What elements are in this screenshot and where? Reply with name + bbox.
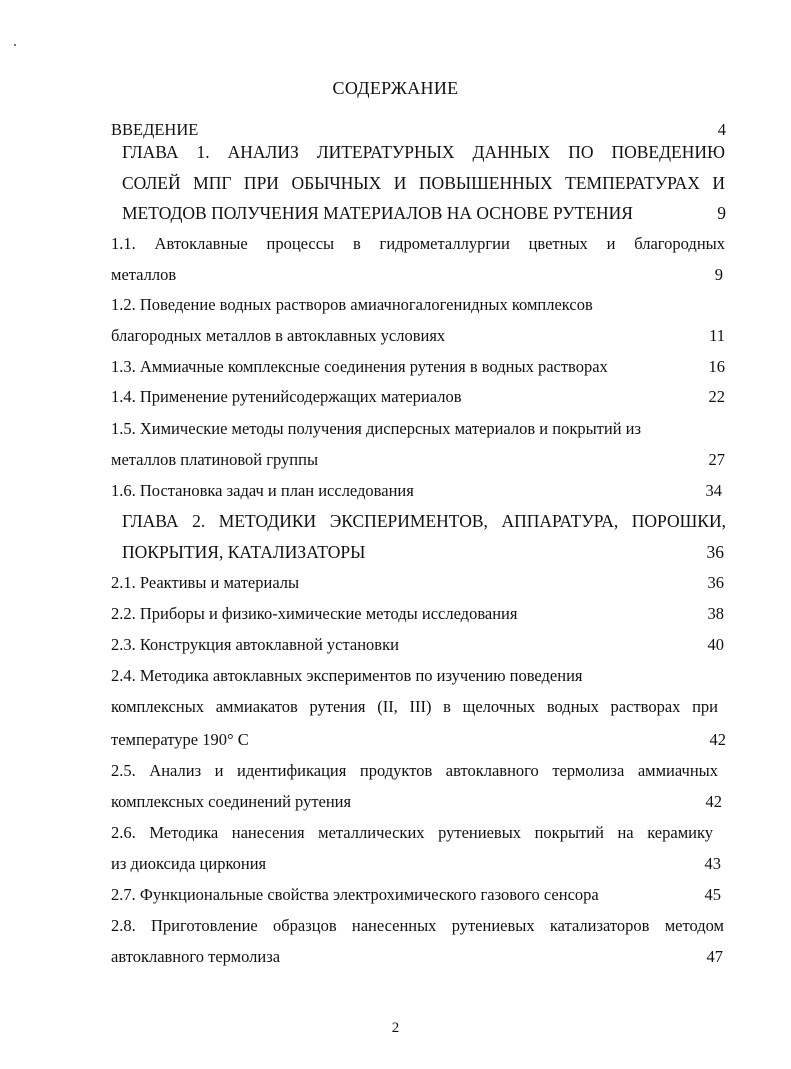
toc-entry-text: ВВЕДЕНИЕ: [111, 120, 199, 139]
page-number: 2: [391, 1020, 400, 1036]
toc-entry-page: 34: [705, 481, 722, 500]
toc-entry-page: 42: [705, 792, 722, 811]
toc-entry-line: 2.6. Методика нанесения металлических рутениевых покрытий на керамику: [111, 823, 713, 842]
toc-entry-page: 40: [707, 635, 724, 654]
toc-entry-text: 2.7. Функциональные свойства электрохимического газового сенсора: [111, 885, 599, 904]
toc-entry-page: 45: [704, 885, 721, 904]
toc-entry-page: 16: [708, 357, 725, 376]
toc-entry-line: комплексных аммиакатов рутения (II, III) в щелочных водных растворах при: [111, 697, 718, 716]
toc-entry-line: благородных металлов в автоклавных условиях: [111, 326, 446, 345]
toc-entry-page: 9: [714, 265, 723, 284]
toc-entry-line: температуре 190° С: [111, 730, 249, 749]
toc-entry-page: 38: [707, 604, 724, 623]
toc-entry-page: 47: [706, 947, 723, 966]
toc-entry-page: 43: [704, 854, 721, 873]
toc-entry-page: 42: [709, 730, 726, 749]
toc-entry-line: 1.2. Поведение водных растворов амиачногалогенидных комплексов: [111, 295, 593, 314]
toc-chapter-line: СОЛЕЙ МПГ ПРИ ОБЫЧНЫХ И ПОВЫШЕННЫХ ТЕМПЕРАТУРАХ И: [122, 173, 725, 193]
toc-entry-text: 2.3. Конструкция автоклавной установки: [111, 635, 399, 654]
toc-entry-line: 1.1. Автоклавные процессы в гидрометаллургии цветных и благородных: [111, 234, 725, 253]
toc-entry-line: 1.5. Химические методы получения дисперсных материалов и покрытий из: [111, 419, 642, 438]
toc-chapter-line: МЕТОДОВ ПОЛУЧЕНИЯ МАТЕРИАЛОВ НА ОСНОВЕ РУТЕНИЯ: [122, 203, 633, 223]
toc-entry-page: 4: [717, 120, 726, 139]
toc-entry-text: 1.6. Постановка задач и план исследования: [111, 481, 414, 500]
toc-entry-line: автоклавного термолиза: [111, 947, 281, 966]
toc-chapter-line: ГЛАВА 1. АНАЛИЗ ЛИТЕРАТУРНЫХ ДАННЫХ ПО ПОВЕДЕНИЮ: [122, 142, 725, 162]
toc-entry-line: из диоксида циркония: [111, 854, 267, 873]
toc-entry-page: 9: [717, 203, 726, 223]
toc-entry-text: 1.4. Применение рутенийсодержащих материалов: [111, 387, 462, 406]
toc-entry-page: 36: [706, 542, 724, 562]
toc-chapter-line: ПОКРЫТИЯ, КАТАЛИЗАТОРЫ: [122, 542, 366, 562]
toc-entry-line: 2.8. Приготовление образцов нанесенных рутениевых катализаторов методом: [111, 916, 724, 935]
toc-entry-text: 1.3. Аммиачные комплексные соединения рутения в водных растворах: [111, 357, 608, 376]
toc-entry-line: 2.4. Методика автоклавных экспериментов по изучению поведения: [111, 666, 583, 685]
toc-entry-page: 11: [709, 326, 725, 345]
toc-chapter-line: ГЛАВА 2. МЕТОДИКИ ЭКСПЕРИМЕНТОВ, АППАРАТУРА, ПОРОШКИ,: [122, 511, 726, 531]
page-title: СОДЕРЖАНИЕ: [332, 78, 459, 98]
toc-entry-text: 2.2. Приборы и физико-химические методы исследования: [111, 604, 518, 623]
toc-entry-line: металлов: [111, 265, 177, 284]
toc-entry-text: 2.1. Реактивы и материалы: [111, 573, 300, 592]
toc-entry-page: 22: [708, 387, 725, 406]
toc-entry-line: 2.5. Анализ и идентификация продуктов автоклавного термолиза аммиачных: [111, 761, 718, 780]
toc-entry-page: 36: [707, 573, 724, 592]
toc-entry-page: 27: [708, 450, 725, 469]
toc-entry-line: металлов платиновой группы: [111, 450, 319, 469]
toc-entry-line: комплексных соединений рутения: [111, 792, 352, 811]
